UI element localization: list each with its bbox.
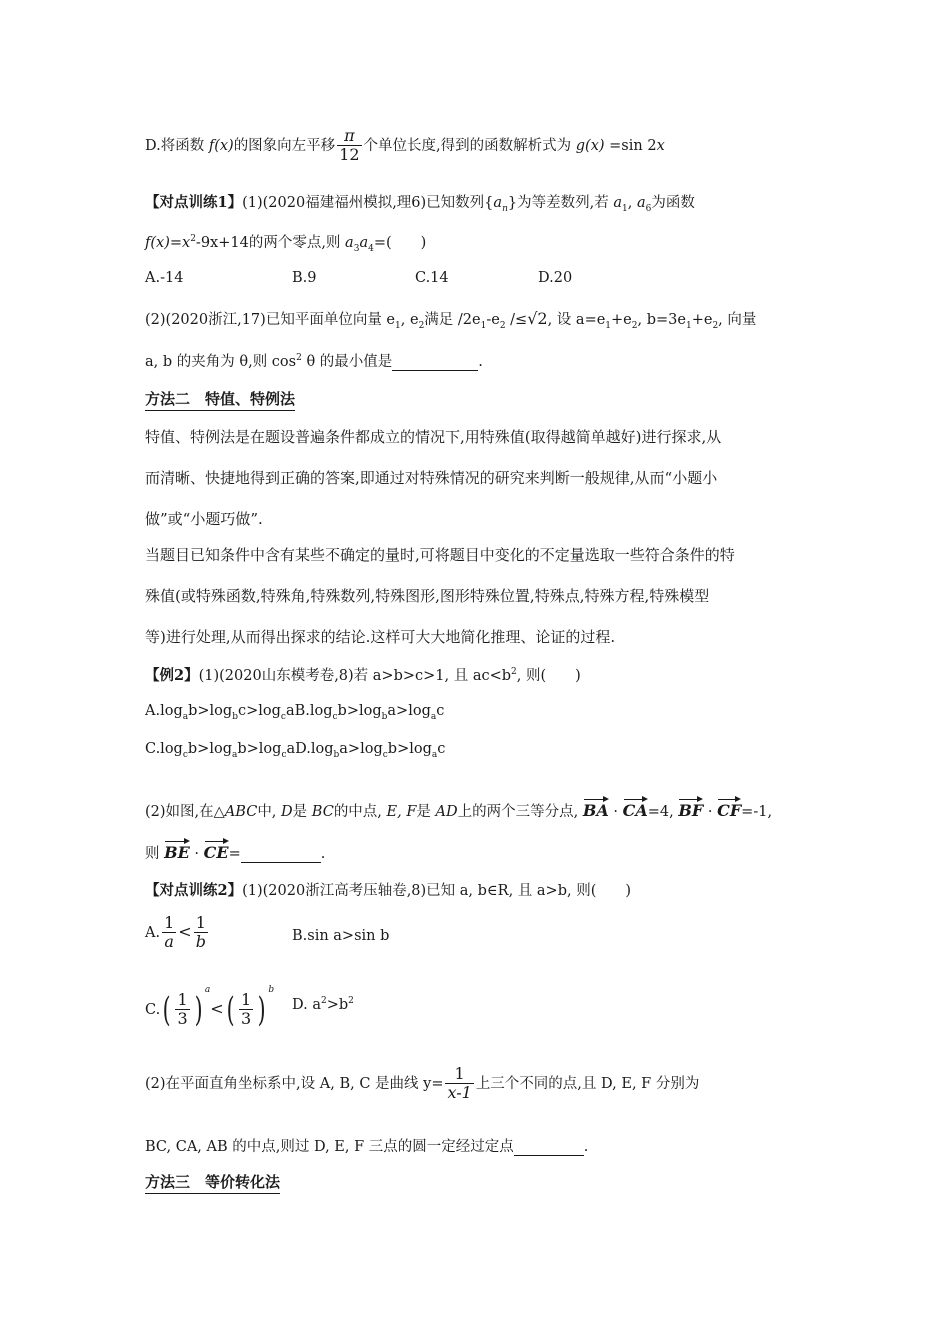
choice-c: C.14 [415,270,449,286]
var-a: a [359,235,369,251]
text: b>log [337,703,382,719]
option-d-line [145,128,665,164]
sub: a [430,711,437,722]
one-over-x-minus-1 [445,1066,473,1102]
vector-cf: CF [717,798,741,820]
text: , 则( ) [516,668,581,684]
paren: ) [257,990,266,1030]
text: -e [486,312,500,328]
choice-b: B.9 [292,270,317,286]
text: 中, [257,804,282,820]
text: 是 [416,804,436,820]
answer-blank[interactable] [514,1139,584,1156]
frac-den: 12 [339,144,360,164]
text: BC, CA, AB 的中点,则过 D, E, F 三点的圆一定经过定点 [145,1139,514,1155]
var: E, F [386,804,417,820]
sup: b [268,985,275,995]
text: >b [326,996,349,1013]
sub: 4 [368,243,374,254]
sub: 6 [645,203,652,214]
text: c>log [237,703,281,719]
sub: c [382,749,388,760]
train2-opt-b: B.sin a>sin b [292,928,390,944]
sup: 2 [348,996,354,1006]
sup: 2 [511,667,517,678]
sub: 2 [631,320,638,331]
example2-label: 【例2】 [145,667,199,684]
option-d-after: 个单位长度,得到的函数解析式为 [363,138,576,155]
vector-be: BE [164,840,190,862]
var-a: a [345,235,354,251]
text: (2)在平面直角坐标系中,设 A, B, C 是曲线 y= [145,1076,444,1093]
vector-bf: BF [678,798,703,820]
text: 上的两个三等分点, [457,804,583,820]
text: a>log [339,741,383,757]
option-d-eq: =sin 2 [604,138,657,155]
choice-d: D.20 [538,270,573,286]
sub: 2 [712,320,719,331]
sub: 1 [395,320,401,331]
text: -9x+14的两个零点,则 [195,235,346,251]
pi-over-12 [337,128,361,164]
text: =( ) [373,235,427,251]
train2-label: 【对点训练2】 [145,882,243,899]
text: A. [145,925,161,942]
var: D [281,804,293,820]
text: C. [145,1002,161,1018]
text: b>log [188,703,233,719]
sub: c [281,749,287,760]
train1-q1-text: (1)(2020福建福州模拟,理6)已知数列{ [242,195,494,211]
text: , 设 a=e [547,312,606,328]
train2-q1 [145,879,631,900]
text: (2)(2020浙江,17)已知平面单位向量 e [145,312,396,328]
text: =-1, [741,804,773,820]
sub: b [232,711,238,722]
text: = [228,846,241,862]
var-a: a [493,195,503,211]
sub: 1 [621,203,628,214]
sub: b [381,711,388,722]
method2-p1-l3: 做”或“小题巧做”. [145,510,263,528]
text: (1)(2020山东模考卷,8)若 a>b>c>1, 且 ac<b [198,668,512,684]
method3-heading: 方法三 等价转化法 [145,1173,280,1194]
method2-p1-l2: 而清晰、快捷地得到正确的答案,即通过对特殊情况的研究来判断一般规律,从而“小题小 [145,469,718,487]
text: 是 [292,804,312,820]
text: c [436,703,445,719]
option-d-prefix: D.将函数 [145,138,209,155]
text: /≤ [505,312,528,328]
num: 1 [240,989,252,1009]
text: A.log [145,703,183,719]
text: θ 的最小值是 [301,354,393,370]
sub: 1 [605,320,612,331]
var-a: a [636,195,646,211]
sub: 1 [685,320,692,331]
text: aB.log [285,703,333,719]
text: c [437,741,446,757]
den: x-1 [447,1082,472,1102]
paren: ( [226,990,235,1030]
text: 上三个不同的点,且 D, E, F 分别为 [475,1076,700,1093]
text: =4, [647,804,679,820]
text: +e [691,312,713,328]
sub: 2 [499,320,506,331]
train2-opt-a [145,915,210,951]
text: +e [611,312,632,328]
one-over-b [194,915,208,951]
sub: c [280,711,286,722]
train1-q2-line1 [145,308,756,331]
text: (1)(2020浙江高考压轴卷,8)已知 a, b∈R, 且 a>b, 则( ) [242,883,632,899]
example2-q2-line2: 则 BE · CE= . [145,840,325,863]
method2-p2-l1: 当题目已知条件中含有某些不确定的量时,可将题目中变化的不定量选取一些符合条件的特 [145,546,735,564]
num: 1 [177,989,188,1009]
text: b>log [237,741,282,757]
train2-q2-line2 [145,1135,588,1156]
sub: b [333,749,340,760]
fx: f(x) [145,235,170,251]
text: a, b 的夹角为 θ,则 cos [145,354,297,370]
example2-q2-line1: (2)如图,在△ABC中, D是 BC的中点, E, F是 AD上的两个三等分点, BA · CA=4, BF · CF=-1, [145,798,772,821]
vector-ca: CA [623,798,648,820]
sub: c [182,749,188,760]
method2-p1-l1: 特值、特例法是在题设普遍条件都成立的情况下,用特殊值(取得越简单越好)进行探求,从 [145,428,722,446]
paren: ( [162,990,171,1030]
text: b>log [187,741,232,757]
example2-opt-cd [145,741,445,760]
train1-label: 【对点训练1】 [145,194,243,211]
var-a: a [613,195,622,211]
example2-opt-ab [145,703,444,722]
text: < [210,999,224,1018]
text: a>log [387,703,431,719]
text: . [320,846,326,862]
vector-ba: BA [583,798,609,820]
text: , b=3e [637,312,686,328]
sub: 2 [418,320,425,331]
var: ABC [224,804,258,820]
text: 满足 /2e [424,312,481,328]
sub: c [332,711,338,722]
sub: n [502,203,508,214]
method2-p2-l2: 殊值(或特殊函数,特殊角,特殊数列,特殊图形,图形特殊位置,特殊点,特殊方程,特殊模型 [145,587,710,605]
den: a [164,931,174,951]
den: b [195,931,206,951]
var: BC [311,804,334,820]
text: }为等差数列,若 [507,195,614,211]
text: , e [400,312,419,328]
vector-ce: CE [204,840,229,862]
paren: ) [194,990,203,1030]
sub: a [182,711,189,722]
num: 1 [445,1066,473,1084]
text: 的中点, [333,804,387,820]
text: aD.log [286,741,334,757]
sup: a [204,985,211,995]
choice-a: A.-14 [145,270,184,286]
text: (2)如图,在△ [145,804,225,820]
train2-opt-c [145,985,274,1030]
text: , [627,195,637,211]
text: b>log [387,741,432,757]
num: 1 [164,913,175,932]
method3-heading-line [145,1171,280,1192]
text: C.log [145,741,183,757]
sup: 2 [320,996,327,1006]
method2-heading-line [145,388,295,409]
var: AD [435,804,458,820]
text: D. a [292,996,321,1013]
text: =x [169,235,191,251]
option-d-x: x [656,138,665,155]
train2-q2-line1 [145,1066,699,1102]
train1-q1-line2 [145,231,426,254]
answer-blank[interactable] [392,354,478,371]
sub: 3 [353,243,360,254]
den: 3 [177,1008,188,1028]
sup: 2 [190,234,196,245]
text: 为函数 [651,195,695,211]
one-over-a [162,915,176,951]
sub: a [231,749,238,760]
method2-heading: 方法二 特值、特例法 [145,390,295,411]
sub: 1 [480,320,487,331]
den: 3 [240,1008,252,1028]
train1-q2-line2 [145,350,483,371]
train1-choices [145,270,845,290]
fx: f(x) [208,138,234,155]
train2-opt-d [292,996,354,1013]
frac-num: π [337,128,361,146]
text: . [478,354,483,370]
text: . [583,1139,589,1155]
method2-p2-l3: 等)进行处理,从而得出探求的结论.这样可大大地简化推理、论证的过程. [145,628,616,646]
one-third [175,989,189,1028]
text: , 向量 [718,312,757,328]
option-d-mid: 的图象向左平移 [233,138,336,155]
example2-q1 [145,664,581,685]
sub: a [431,749,438,760]
num: 1 [194,915,208,933]
text: 则 [145,846,165,862]
answer-blank[interactable] [241,846,321,863]
one-third [239,989,253,1028]
gx: g(x) [575,138,605,155]
text: < [178,922,192,942]
train1-q1-line1 [145,191,695,214]
sup: 2 [296,353,302,364]
sqrt-2: √2 [527,309,548,328]
